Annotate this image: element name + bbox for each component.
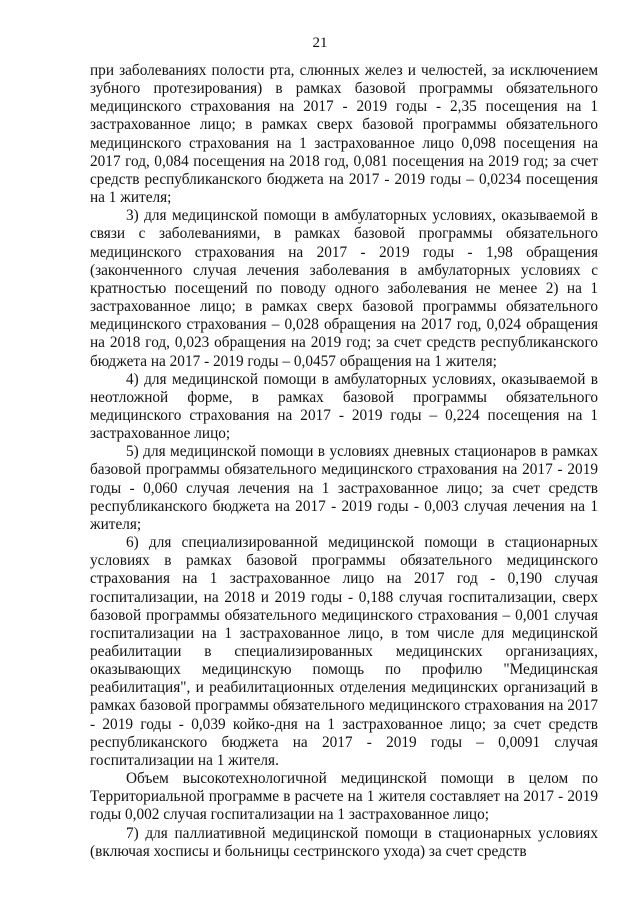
paragraph-continuation: при заболеваниях полости рта, слюнных желез и челюстей, за исключением зубного протезирования) в рамках базовой программы обязательного медицинского страхования на 2017 - 2019 годы - 2,35 посещения на 1 застрахованное лицо; в рамках сверх базовой программы обязательного медицинского страхования на 1 застрахованное лицо 0,098 посещения на 2017 год, 0,084 посещения на 2018 год, 0,081 посещения на 2019 год; за счет средств республиканского бюджета на 2017 - 2019 годы – 0,0234 посещения на 1 жителя; (90, 62, 598, 207)
paragraph-item-6: 6) для специализированной медицинской помощи в стационарных условиях в рамках базовой программы обязательного медицинского страхования на 1 застрахованное лицо на 2017 год - 0,190 случая госпитализации, на 2018 и 2019 годы - 0,188 случая госпитализации, сверх базовой программы обязательного медицинского страхования – 0,001 случая госпитализации на 1 застрахованное лицо, в том числе для медицинской реабилитации в специализированных медицинских организациях, оказывающих медицинскую помощь по профилю "Медицинская реабилитация", и реабилитационных отделения медицинских организаций в рамках базовой программы обязательного медицинского страхования на 2017 - 2019 годы - 0,039 койко-дня на 1 застрахованное лицо; за счет средств республиканского бюджета на 2017 - 2019 годы – 0,0091 случая госпитализации на 1 жителя. (90, 534, 598, 769)
paragraph-item-7: 7) для паллиативной медицинской помощи в стационарных условиях (включая хосписы и больницы сестринского ухода) за счет средств (90, 824, 598, 860)
document-body (90, 62, 598, 861)
page-number: 21 (312, 35, 328, 51)
paragraph-item-4: 4) для медицинской помощи в амбулаторных условиях, оказываемой в неотложной форме, в рамках базовой программы обязательного медицинского страхования на 2017 - 2019 годы – 0,224 посещения на 1 застрахованное лицо; (90, 370, 598, 443)
paragraph-item-3: 3) для медицинской помощи в амбулаторных условиях, оказываемой в связи с заболеваниями, в рамках базовой программы обязательного медицинского страхования на 2017 - 2019 годы - 1,98 обращения (законченного случая лечения заболевания в амбулаторных условиях с кратностью посещений по поводу одного заболевания не менее 2) на 1 застрахованное лицо; в рамках сверх базовой программы обязательного медицинского страхования – 0,028 обращения на 2017 год, 0,024 обращения на 2018 год, 0,023 обращения на 2019 год; за счет средств республиканского бюджета на 2017 - 2019 годы – 0,0457 обращения на 1 жителя; (90, 207, 598, 370)
paragraph-high-tech-care: Объем высокотехнологичной медицинской помощи в целом по Территориальной программе в расчете на 1 жителя составляет на 2017 - 2019 годы 0,002 случая госпитализации на 1 застрахованное лицо; (90, 770, 598, 824)
paragraph-item-5: 5) для медицинской помощи в условиях дневных стационаров в рамках базовой программы обязательного медицинского страхования на 2017 - 2019 годы - 0,060 случая лечения на 1 застрахованное лицо; за счет средств республиканского бюджета на 2017 - 2019 годы - 0,003 случая лечения на 1 жителя; (90, 443, 598, 533)
